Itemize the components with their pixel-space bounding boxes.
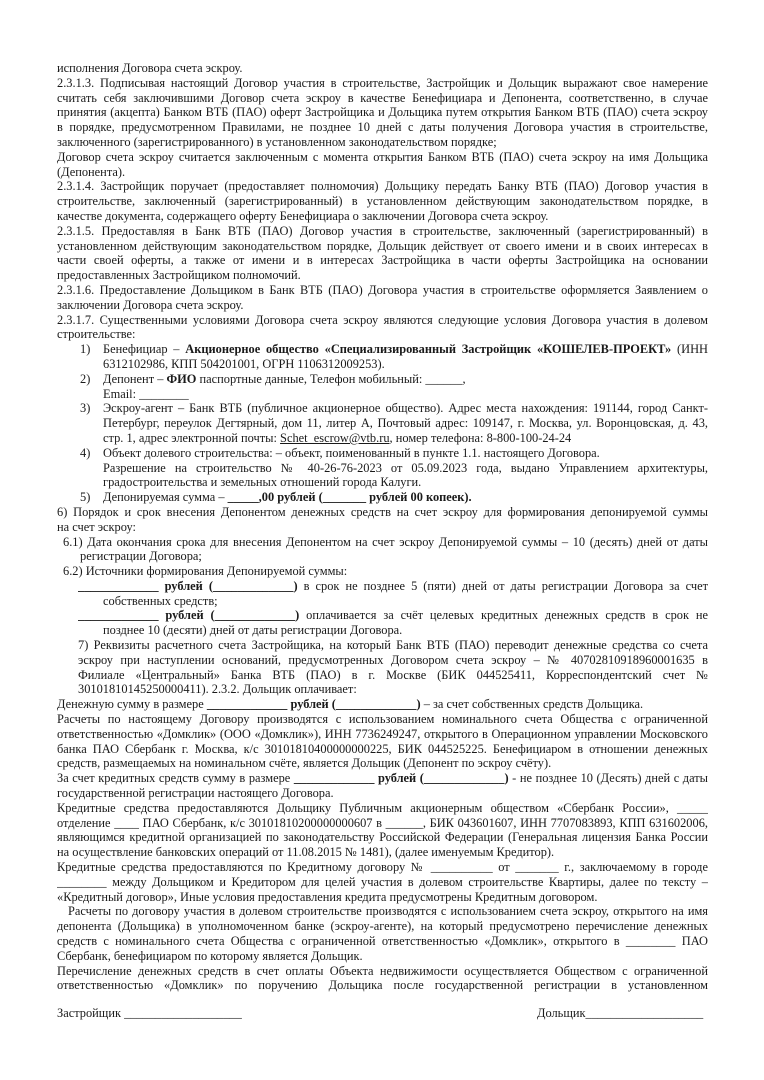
text-segment: 6312102986, КПП 504201001, ОГРН 1106312009253).: [103, 356, 385, 371]
document-line: [57, 327, 708, 342]
text-segment: части своей оферты, а также от имени и в интересах Застройщика в части оферты Застройщика на основании: [57, 253, 708, 268]
document-line: [57, 283, 708, 298]
document-line: [103, 416, 708, 431]
document-line: [57, 964, 708, 979]
document-line: [78, 638, 708, 653]
text-segment: Расчеты по настоящему Договору производятся с использованием номинального счета Общества с ограниченной: [57, 712, 708, 727]
document-line: [78, 608, 708, 623]
text-segment: исполнения Договора счета эскроу.: [57, 61, 243, 75]
text-segment: - не позднее 10 (Десять) дней с даты: [508, 771, 708, 786]
text-segment: банка ПАО Сбербанк г. Москва, к/с 30101810400000000225, БИК 044525225. Бенефициаром в отношении денежных: [57, 741, 708, 756]
document-line: [103, 475, 708, 490]
document-line: [63, 535, 708, 550]
developer-signature-line: Застройщик ___________________: [57, 1006, 242, 1020]
document-line: [103, 431, 708, 446]
text-segment: Эскроу-агент – Банк ВТБ (публичное акционерное общество). Адрес места нахождения: 191144, город Санкт-: [103, 401, 708, 416]
document-line: [103, 357, 708, 372]
document-line: [57, 253, 708, 268]
text-segment: строительстве:: [57, 327, 136, 342]
text-segment: ответственностью «Домклик» (ООО «Домклик»), ИНН 7736249247, открытого в Операционном управлении Московского: [57, 726, 708, 741]
text-segment: депонента (Дольщика) в уполномоченном банке (эскроу-агенте), на который предусмотрено перечисление денежных: [57, 919, 708, 934]
text-segment: Расчеты по договору участия в долевом строительстве производятся с использованием счета эскроу, открытого на имя: [68, 904, 708, 919]
document-line: [78, 668, 708, 683]
document-line: [57, 934, 708, 949]
document-line: [103, 623, 708, 638]
text-segment: паспортные данные, Телефон мобильный: ______,: [196, 371, 466, 386]
document-line: [57, 697, 708, 712]
text-segment: стр. 1, адрес электронной почты:: [103, 430, 281, 445]
list-marker: 4): [80, 445, 91, 460]
text-segment: 2.3.1.7. Существенными условиями Договора счета эскроу являются следующие условия Договора участия в долевом: [57, 312, 708, 327]
document-line: [57, 786, 708, 801]
text-segment: (Депонента).: [57, 164, 126, 179]
text-segment: (ИНН: [671, 342, 708, 357]
text-segment: Денежную сумму в размере: [57, 697, 207, 712]
document-line: [57, 816, 708, 831]
document-line: [57, 224, 708, 239]
document-line: [57, 801, 708, 816]
text-segment: ________ между Дольщиком и Кредитором для целей участия в долевом строительстве Квартиры, далее по тексту –: [57, 874, 708, 889]
document-line: [57, 890, 708, 905]
text-segment: 2.3.1.3. Подписывая настоящий Договор участия в строительстве, Застройщик и Дольщик выражают свое намерение: [57, 75, 708, 90]
text-segment: считать себя заключившими Договор счета эскроу в качестве Бенефициара и Депонента, соответственно, в случае: [57, 90, 708, 105]
text-segment: ответственностью «Домклик» по поручению Дольщика после государственной регистрации в установленном: [57, 978, 708, 993]
document-line: [80, 446, 708, 461]
text-segment: государственной регистрации настоящего Договора.: [57, 786, 334, 801]
document-line: [57, 61, 708, 76]
document-line: [57, 76, 708, 91]
text-segment: _____________ рублей (_____________): [206, 697, 421, 712]
document-body: [57, 61, 708, 993]
text-segment: градостроительства и земельных отношений города Калуги.: [103, 475, 422, 490]
document-line: [57, 91, 708, 106]
document-line: [57, 165, 708, 180]
document-line: [57, 105, 708, 120]
document-line: [78, 579, 708, 594]
document-line: [57, 268, 708, 283]
text-segment: строительстве, заключенный (зарегистрированный) в установленном действующим законодательством порядке, в: [57, 194, 708, 209]
text-segment: в срок не позднее 5 (пяти) дней от даты регистрации Договора за счет: [297, 578, 708, 593]
text-segment: регистрации Договора;: [80, 549, 202, 564]
text-segment: «Кредитный договор», Иные условия предоставления кредита предусмотрены Кредитным договором.: [57, 889, 598, 904]
document-line: [57, 150, 708, 165]
document-line: [57, 520, 708, 535]
document-line: [103, 594, 708, 609]
text-segment: За счет кредитных средств сумму в размере: [57, 771, 294, 786]
text-segment: позднее 10 (десяти) дней от даты регистрации Договора.: [103, 623, 403, 638]
list-marker: 2): [80, 371, 91, 386]
document-line: [78, 653, 708, 668]
document-line: [57, 756, 708, 771]
text-segment: 7) Реквизиты расчетного счета Застройщика, на который Банк ВТБ (ПАО) переводит денежные средства со счета: [78, 638, 708, 653]
text-segment: на счет эскроу:: [57, 519, 136, 534]
text-segment: Договор счета эскроу считается заключенным с момента открытия Банком ВТБ (ПАО) счета эскроу на имя Дольщика: [57, 149, 708, 164]
document-line: [78, 682, 708, 697]
document-line: [57, 209, 708, 224]
text-segment: на осуществление банковских операций от 11.08.2015 № 1481), (далее именуемым Кредитор).: [57, 845, 555, 860]
text-segment: _____________ рублей (_____________): [293, 771, 509, 786]
text-segment: ФИО: [166, 371, 197, 386]
document-line: [80, 549, 708, 564]
list-marker: 1): [80, 342, 91, 357]
document-line: [57, 875, 708, 890]
document-line: [80, 401, 708, 416]
document-line: [57, 949, 708, 964]
text-segment: предоставленных Застройщиком полномочий.: [57, 268, 301, 283]
text-segment: Объект долевого строительства: – объект, поименованный в пункте 1.1. настоящего Договора.: [103, 445, 600, 460]
text-segment: Email: ________: [103, 386, 189, 401]
text-segment: Акционерное общество «Специализированный Застройщик «КОШЕЛЕВ-ПРОЕКТ»: [185, 342, 672, 357]
document-line: [103, 461, 708, 476]
text-segment: средств с номинального счета Общества с ограниченной ответственностью «Домклик», открытого в ________ ПАО: [57, 934, 708, 949]
document-line: [57, 919, 708, 934]
document-line: [57, 860, 708, 875]
document-line: [57, 771, 708, 786]
document-line: [80, 372, 708, 387]
document-line: [63, 564, 708, 579]
text-segment: Сбербанк, бенефициаром по которому является Дольщик.: [57, 948, 363, 963]
document-line: [80, 342, 708, 357]
document-line: [57, 904, 708, 919]
shareholder-signature-line: Дольщик___________________: [537, 1006, 704, 1020]
document-line: [80, 490, 708, 505]
document-line: [57, 120, 708, 135]
text-segment: 6.2) Источники формирования Депонируемой суммы:: [63, 564, 348, 579]
text-segment: заключенного (зарегистрированного) в установленном законодательством порядке;: [57, 134, 497, 149]
text-segment: принятия (акцепта) Банком ВТБ (ПАО) оферт Застройщика и Дольщика путем открытия Банком ВТБ (ПАО) счета эскроу: [57, 105, 708, 120]
document-line: [57, 978, 708, 993]
text-segment: средств, размещаемых на номинальном счёте, является Дольщик (Депонент по эскроу счёту).: [57, 756, 552, 771]
text-segment: собственных средств;: [103, 593, 218, 608]
text-segment: Бенефициар –: [103, 342, 186, 357]
text-segment: Разрешение на строительство № 40-26-76-2023 от 05.09.2023 года, выдано Управлением архитектуры,: [103, 460, 708, 475]
text-segment: Кредитные средства предоставляются Дольщику Публичным акционерным обществом «Сбербанк России», _____: [57, 800, 708, 815]
document-line: [57, 830, 708, 845]
document-line: [57, 505, 708, 520]
text-segment: 2.3.1.5. Предоставляя в Банк ВТБ (ПАО) Договор участия в строительстве, заключенный (зарегистрированный) в: [57, 223, 708, 238]
document-line: [57, 239, 708, 254]
text-segment: качестве документа, содержащего оферту Бенефициара о заключении Договора счета эскроу.: [57, 208, 549, 223]
text-segment: Петербург, переулок Дегтярный, дом 11, литер А, Почтовый адрес: 109147, г. Москва, ул. Воронцовская, д. 43,: [103, 416, 708, 431]
text-segment: 2.3.1.4. Застройщик поручает (предоставляет полномочия) Дольщику передать Банку ВТБ (ПАО) Договор участия в: [57, 179, 708, 194]
text-segment: 6.1) Дата окончания срока для внесения Депонентом на счет эскроу Депонируемой суммы – 10 (десять) дней от даты: [63, 534, 708, 549]
text-segment: 6) Порядок и срок внесения Депонентом денежных средств на счет эскроу для формирования депонируемой суммы: [57, 504, 708, 519]
text-segment: являющимся кредитной организацией по законодательству Российской Федерации (Генеральная лицензия Банка России: [57, 830, 708, 845]
text-segment: _____________ рублей (_____________): [78, 608, 300, 623]
document-line: [57, 742, 708, 757]
text-segment: _____________ рублей (_____________): [78, 578, 298, 593]
email-link[interactable]: Schet_escrow@vtb.ru: [280, 430, 390, 445]
text-segment: отделение ____ ПАО Сбербанк, к/с 30101810200000000607 в ______, БИК 043601607, ИНН 7707083893, КПП 631602006,: [57, 815, 708, 830]
document-line: [57, 845, 708, 860]
document-line: [57, 135, 708, 150]
text-segment: , номер телефона: 8-800-100-24-24: [389, 430, 572, 445]
list-marker: 5): [80, 490, 91, 505]
text-segment: 30101810145250000411). 2.3.2. Дольщик оплачивает:: [78, 682, 357, 697]
text-segment: оплачивается за счёт целевых кредитных денежных средств в срок не: [299, 608, 708, 623]
document-line: [57, 298, 708, 313]
list-marker: 3): [80, 401, 91, 416]
document-line: [57, 712, 708, 727]
text-segment: Перечисление денежных средств в счет оплаты Объекта недвижимости осуществляется Обществом с ограниченной: [57, 963, 708, 978]
document-line: [103, 387, 708, 402]
document-line: [57, 727, 708, 742]
text-segment: эскроу при наступлении оснований, предусмотренных Договором счета эскроу – № 40702810918960001635 в: [78, 652, 708, 667]
text-segment: Филиале «Центральный» Банка ВТБ (ПАО) в г. Москве (БИК 044525411, Корреспондентский счет №: [78, 667, 708, 682]
text-segment: установленном действующим законодательством порядке, Дольщик действует от своего имени и в своих интересах в: [57, 238, 708, 253]
document-line: [57, 313, 708, 328]
text-segment: _____,00 рублей (_______ рублей 00 копеек).: [227, 490, 472, 505]
text-segment: Кредитные средства предоставляются по Кредитному договору № __________ от _______ г., заключаемому в городе: [57, 860, 708, 875]
text-segment: заключении Договора счета эскроу.: [57, 297, 244, 312]
text-segment: 2.3.1.6. Предоставление Дольщиком в Банк ВТБ (ПАО) Договора участия в строительстве оформляется Заявлением о: [57, 282, 708, 297]
text-segment: Депонент –: [103, 371, 167, 386]
text-segment: Депонируемая сумма –: [103, 490, 228, 505]
text-segment: – за счет собственных средств Дольщика.: [420, 697, 644, 712]
document-line: [57, 179, 708, 194]
text-segment: в порядке, предусмотренном Правилами, не позднее 10 дней с даты получения Договора участия в строительстве,: [57, 120, 708, 135]
document-line: [57, 194, 708, 209]
